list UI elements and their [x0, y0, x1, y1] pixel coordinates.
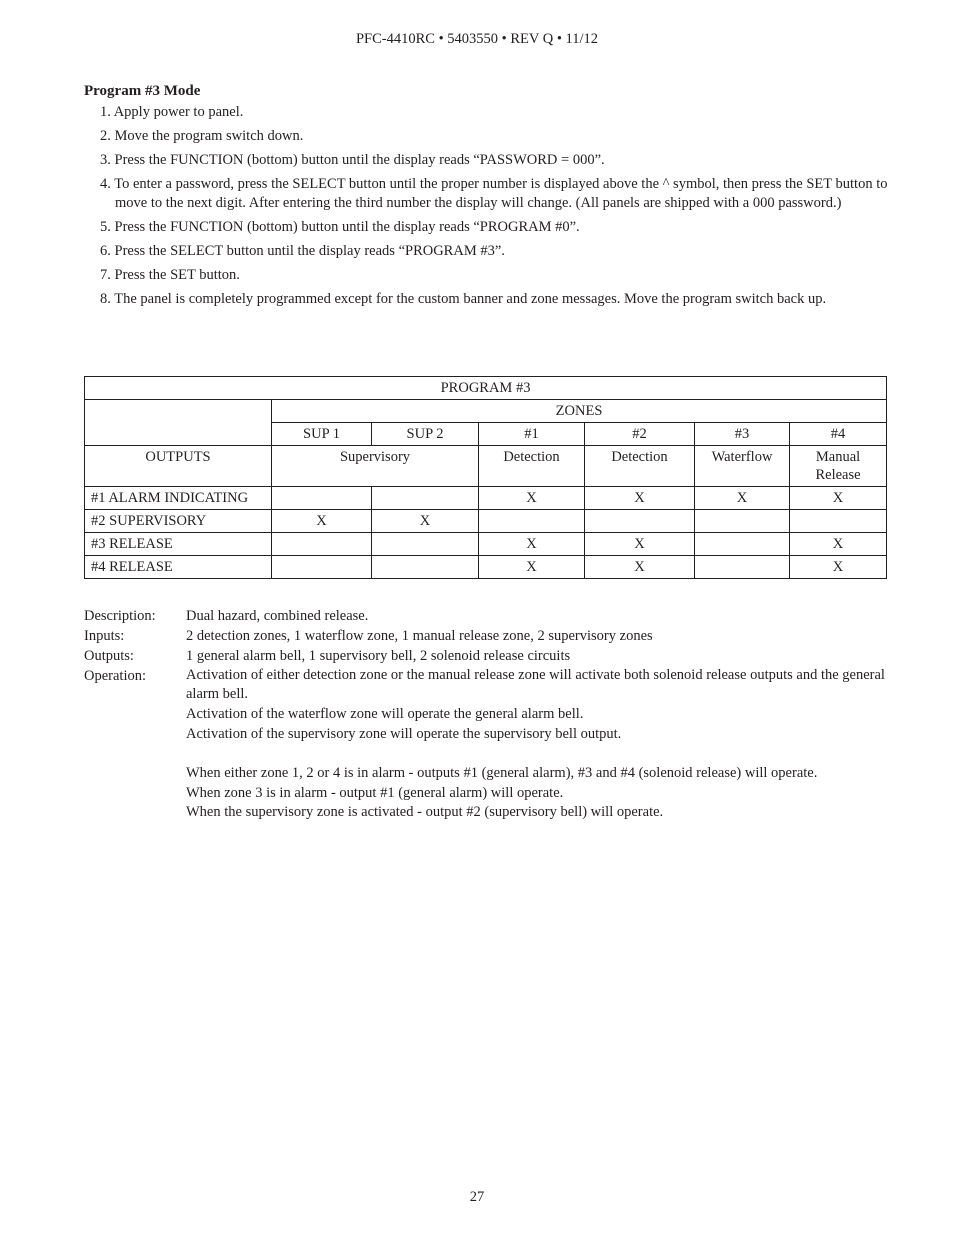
- step-item: 4. To enter a password, press the SELECT button until the proper number is displayed above the ^ symbol, then press the SET button to move to the next digit. After entering the third number the display will change. (All panels are shipped with a 000 password.): [100, 176, 888, 211]
- outputs-label: Outputs:: [84, 648, 134, 664]
- table-title: PROGRAM #3: [85, 377, 887, 400]
- table-cell: [272, 556, 372, 579]
- zone-col-header: #1: [479, 423, 585, 446]
- operation-line: Activation of either detection zone or the manual release zone will activate both solenoid release outputs and the general alarm bell.: [186, 667, 885, 702]
- table-cell: X: [479, 533, 585, 556]
- table-cell: [695, 533, 790, 556]
- outputs-value: 1 general alarm bell, 1 supervisory bell, 2 solenoid release circuits: [186, 648, 571, 664]
- zone-col-header: SUP 2: [372, 423, 479, 446]
- operation-label: Operation:: [84, 668, 147, 684]
- table-cell: [790, 510, 887, 533]
- zone-type: Detection: [479, 446, 585, 487]
- table-cell: X: [585, 556, 695, 579]
- description-label: Description:: [84, 608, 156, 624]
- table-cell: [372, 533, 479, 556]
- inputs-row: [84, 626, 904, 646]
- zone-type: Manual Release: [790, 446, 887, 487]
- description-value: Dual hazard, combined release.: [186, 608, 369, 624]
- step-item: 8. The panel is completely programmed except for the custom banner and zone messages. Move the program switch back up.: [100, 291, 827, 307]
- output-row-label: #4 RELEASE: [85, 556, 272, 579]
- zone-type-supervisory: Supervisory: [272, 446, 479, 487]
- table-cell: [272, 533, 372, 556]
- operation-line: Activation of the waterflow zone will operate the general alarm bell.: [186, 706, 584, 722]
- description-block: [84, 606, 904, 745]
- table-cell: X: [585, 487, 695, 510]
- section-title: Program #3 Mode: [84, 83, 201, 99]
- steps-list: [100, 103, 900, 314]
- output-row-label: #1 ALARM INDICATING: [85, 487, 272, 510]
- step-item: 7. Press the SET button.: [100, 267, 240, 283]
- outputs-header: OUTPUTS: [85, 446, 272, 487]
- note-line: When the supervisory zone is activated - output #2 (supervisory bell) will operate.: [186, 804, 664, 820]
- operation-line: Activation of the supervisory zone will operate the supervisory bell output.: [186, 726, 622, 742]
- step-item: 2. Move the program switch down.: [100, 128, 304, 144]
- output-row-label: #3 RELEASE: [85, 533, 272, 556]
- table-cell: [372, 487, 479, 510]
- step-item: 3. Press the FUNCTION (bottom) button until the display reads “PASSWORD = 000”.: [100, 152, 605, 168]
- table-cell: [479, 510, 585, 533]
- table-cell: X: [790, 556, 887, 579]
- table-cell: [585, 510, 695, 533]
- zone-col-header: #2: [585, 423, 695, 446]
- table-cell: X: [479, 556, 585, 579]
- zone-col-header: SUP 1: [272, 423, 372, 446]
- table-cell: [372, 556, 479, 579]
- note-line: When zone 3 is in alarm - output #1 (general alarm) will operate.: [186, 784, 564, 801]
- page-number: 27: [469, 1189, 485, 1205]
- table-cell: X: [790, 533, 887, 556]
- page-header: PFC-4410RC • 5403550 • REV Q • 11/12: [355, 31, 599, 47]
- program-table: [84, 376, 887, 579]
- output-row-label: #2 SUPERVISORY: [85, 510, 272, 533]
- note-line: When either zone 1, 2 or 4 is in alarm - outputs #1 (general alarm), #3 and #4 (solenoid release) will operate.: [186, 765, 818, 781]
- table-cell: [695, 510, 790, 533]
- outputs-row: [84, 646, 904, 666]
- table-corner: [85, 400, 272, 446]
- step-item: 5. Press the FUNCTION (bottom) button until the display reads “PROGRAM #0”.: [100, 219, 580, 235]
- table-cell: X: [479, 487, 585, 510]
- operation-lines: [186, 666, 904, 745]
- zone-type: Waterflow: [695, 446, 790, 487]
- table-cell: X: [790, 487, 887, 510]
- step-item: 1. Apply power to panel.: [100, 104, 244, 120]
- step-item: 6. Press the SELECT button until the display reads “PROGRAM #3”.: [100, 243, 505, 259]
- table-cell: [695, 556, 790, 579]
- table-cell: X: [372, 510, 479, 533]
- operation-notes: [186, 764, 906, 823]
- zone-type: Detection: [585, 446, 695, 487]
- table-cell: X: [585, 533, 695, 556]
- table-cell: X: [695, 487, 790, 510]
- zones-header: ZONES: [272, 400, 887, 423]
- inputs-value: 2 detection zones, 1 waterflow zone, 1 manual release zone, 2 supervisory zones: [186, 628, 653, 644]
- zone-col-header: #4: [790, 423, 887, 446]
- table-cell: X: [272, 510, 372, 533]
- table-cell: [272, 487, 372, 510]
- inputs-label: Inputs:: [84, 628, 125, 644]
- operation-row: [84, 666, 904, 745]
- description-row: [84, 606, 904, 626]
- zone-col-header: #3: [695, 423, 790, 446]
